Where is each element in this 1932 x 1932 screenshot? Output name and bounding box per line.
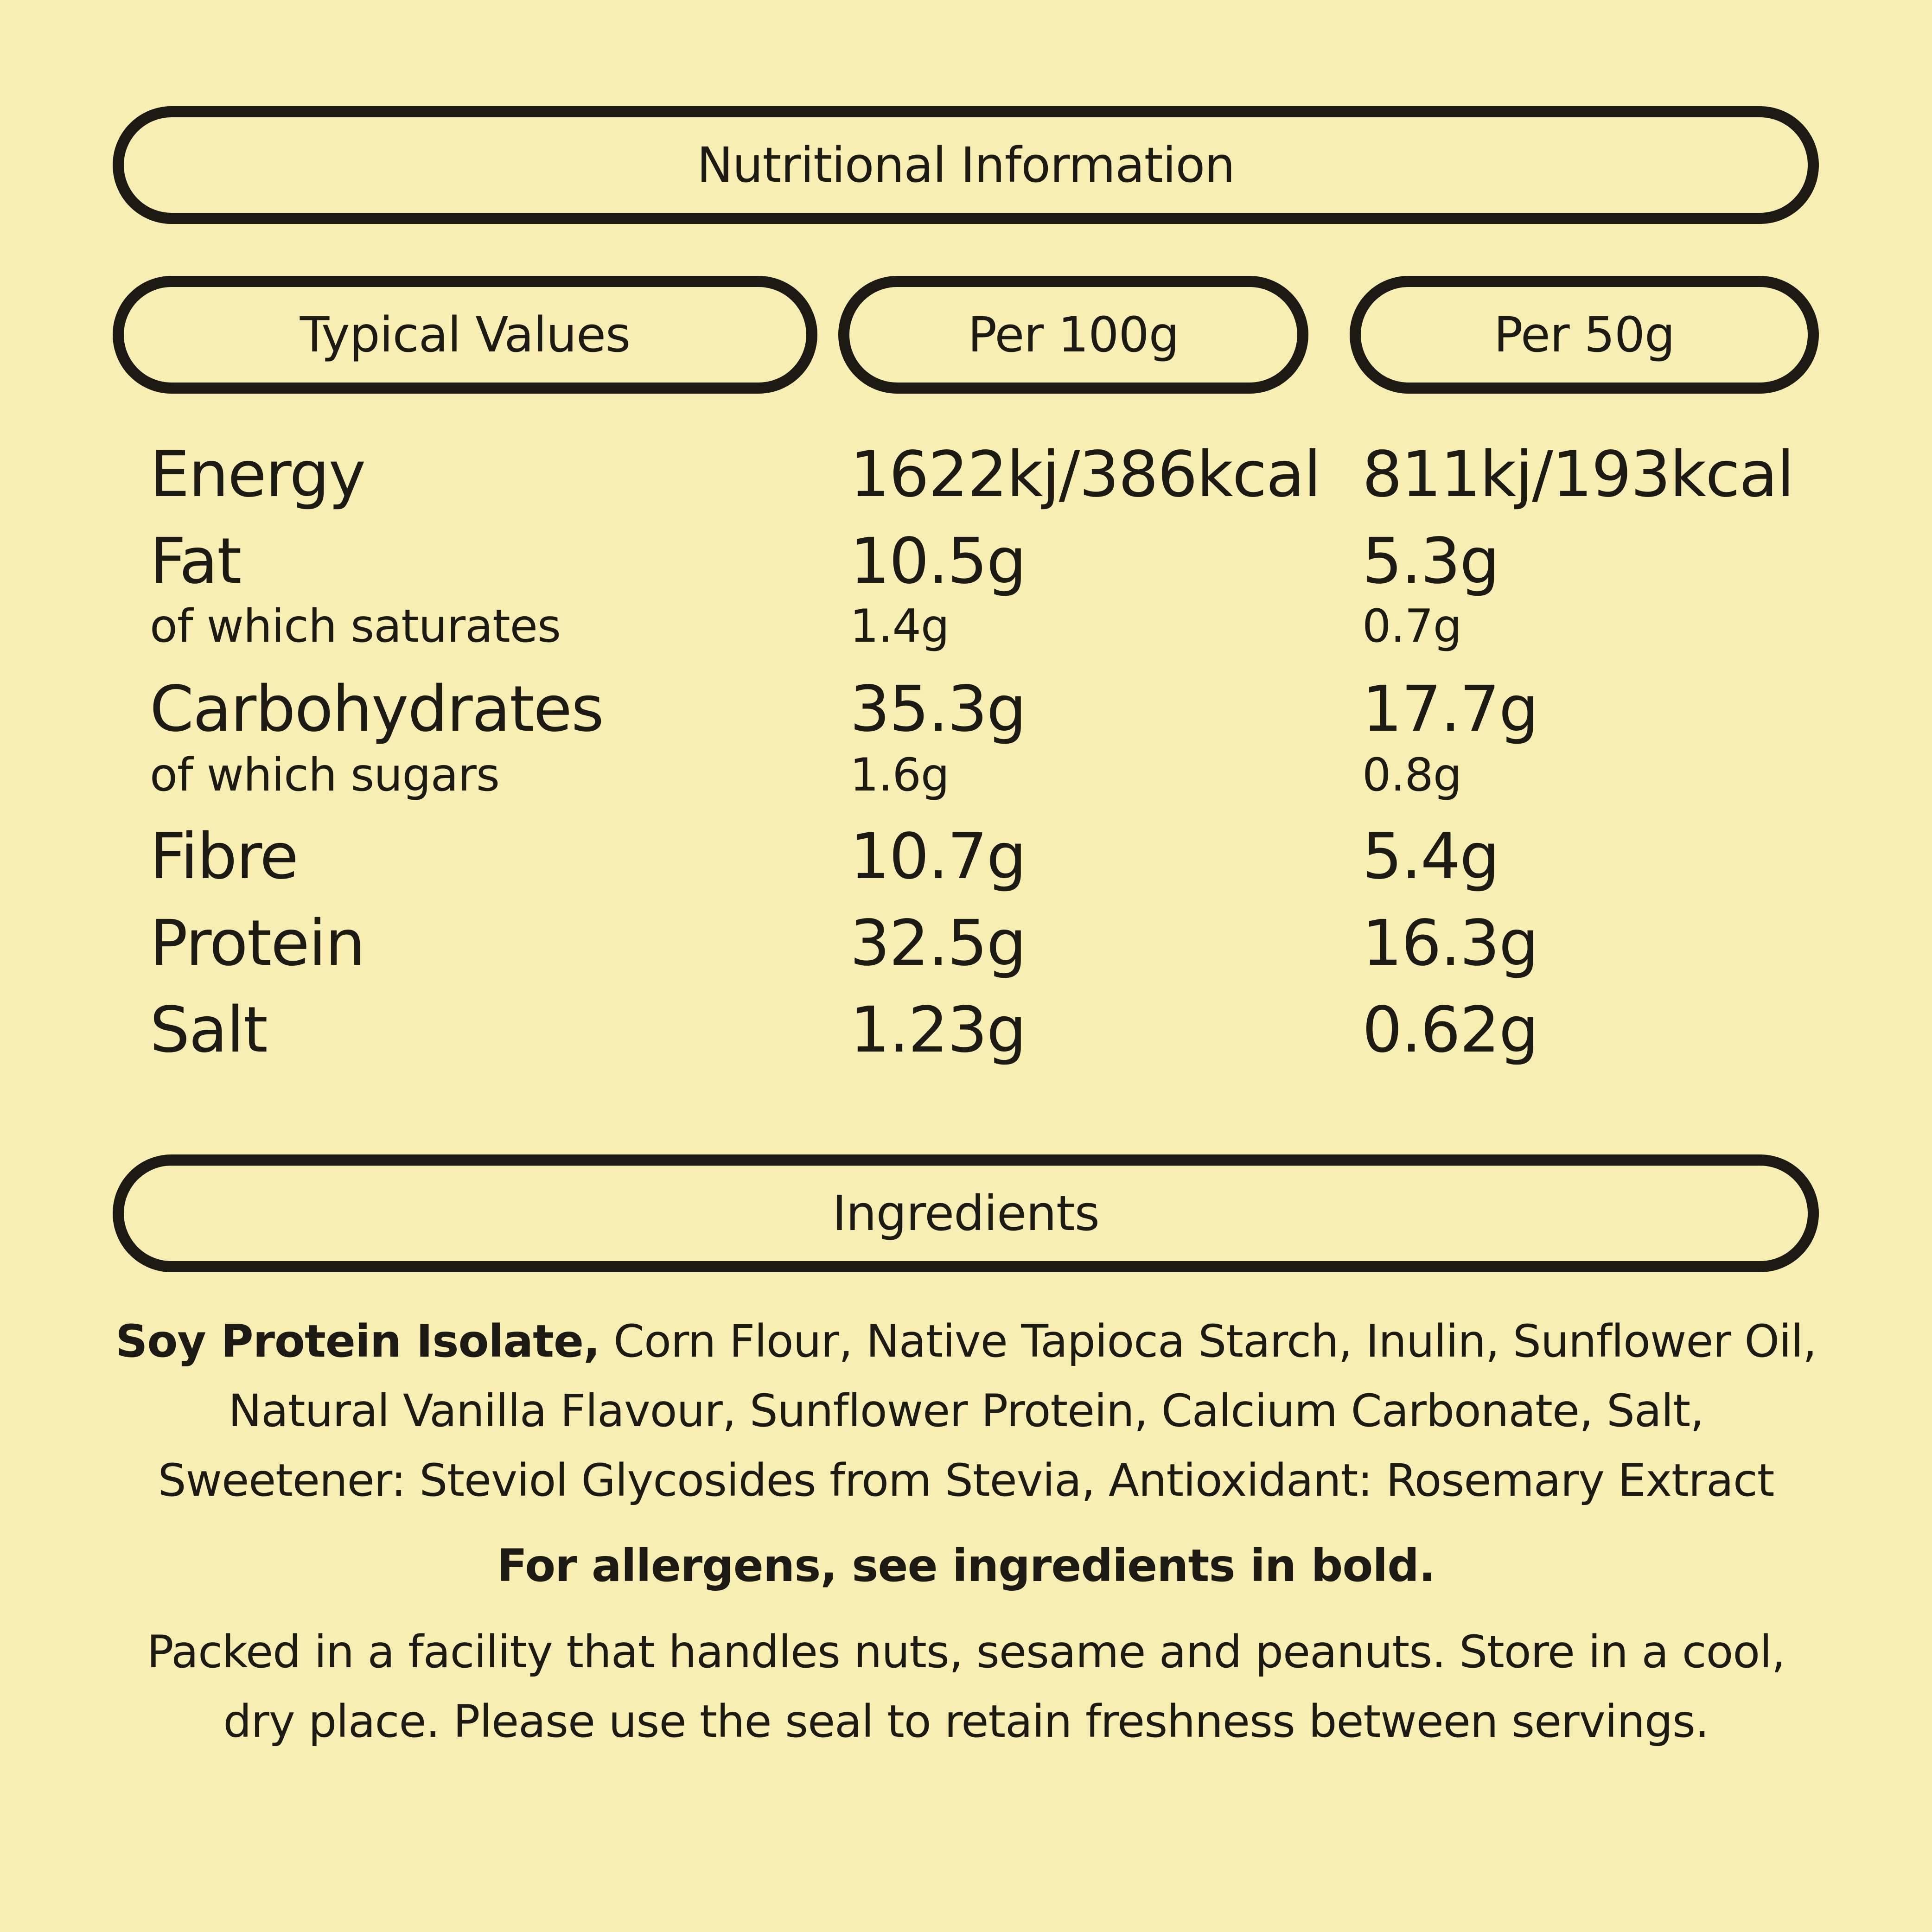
row-label: of which sugars xyxy=(150,749,500,802)
nutrition-row-salt xyxy=(0,993,1932,1067)
row-value-per-100g: 35.3g xyxy=(850,673,1026,746)
header-title: Nutritional Information xyxy=(696,137,1235,193)
row-value-per-100g: 10.7g xyxy=(850,820,1026,893)
column-header-per-100g xyxy=(838,276,1308,394)
nutrition-row-fat xyxy=(0,524,1932,599)
storage-note: Packed in a facility that handles nuts, sesame and peanuts. Store in a cool, dry place. Please use the seal to retain freshness between servings. xyxy=(147,1626,1785,1747)
row-value-per-50g: 0.7g xyxy=(1362,600,1462,653)
column-header-label: Per 50g xyxy=(1493,306,1675,363)
row-label: Carbohydrates xyxy=(150,673,603,746)
ingredients-list xyxy=(111,1307,1821,1515)
column-header-label: Per 100g xyxy=(968,306,1179,363)
row-label: Energy xyxy=(150,438,365,511)
row-label: Fibre xyxy=(150,820,298,893)
nutrition-row-protein xyxy=(0,906,1932,981)
row-value-per-100g: 32.5g xyxy=(850,907,1026,980)
allergen-ingredient: Soy Protein Isolate, xyxy=(115,1315,600,1367)
nutrition-row-fibre xyxy=(0,820,1932,894)
nutrition-row-energy xyxy=(0,438,1932,512)
row-label: Fat xyxy=(150,525,241,598)
row-label: Protein xyxy=(150,907,364,980)
column-header-per-50g xyxy=(1350,276,1819,394)
ingredients-header xyxy=(113,1154,1819,1272)
row-value-per-50g: 16.3g xyxy=(1362,907,1538,980)
row-value-per-50g: 17.7g xyxy=(1362,673,1538,746)
row-value-per-50g: 5.4g xyxy=(1362,820,1499,893)
row-value-per-50g: 0.62g xyxy=(1362,994,1538,1067)
row-value-per-100g: 1622kj/386kcal xyxy=(850,438,1320,511)
row-value-per-50g: 811kj/193kcal xyxy=(1362,438,1794,511)
row-label: Salt xyxy=(150,994,267,1067)
nutritional-information-header xyxy=(113,106,1819,224)
column-header-label: Typical Values xyxy=(300,306,631,363)
ingredients-rest: Corn Flour, Native Tapioca Starch, Inulin, Sunflower Oil, Natural Vanilla Flavour, Sunflower Protein, Calcium Carbonate, Salt, Sweetener: Steviol Glycosides from Stevia, Antioxidant: Rosemary Extract xyxy=(158,1315,1817,1506)
nutrition-row-carbohydrates xyxy=(0,672,1932,746)
ingredients-title: Ingredients xyxy=(832,1185,1099,1242)
row-value-per-50g: 5.3g xyxy=(1362,525,1499,598)
nutrition-row-saturates xyxy=(0,599,1932,654)
column-header-typical-values xyxy=(113,276,817,394)
row-value-per-100g: 1.6g xyxy=(850,749,950,802)
row-value-per-100g: 1.23g xyxy=(850,994,1026,1067)
row-value-per-100g: 1.4g xyxy=(850,600,950,653)
nutrition-row-sugars xyxy=(0,747,1932,803)
allergen-note: For allergens, see ingredients in bold. xyxy=(497,1540,1435,1592)
row-value-per-50g: 0.8g xyxy=(1362,749,1462,802)
row-label: of which saturates xyxy=(150,600,561,653)
row-value-per-100g: 10.5g xyxy=(850,525,1026,598)
